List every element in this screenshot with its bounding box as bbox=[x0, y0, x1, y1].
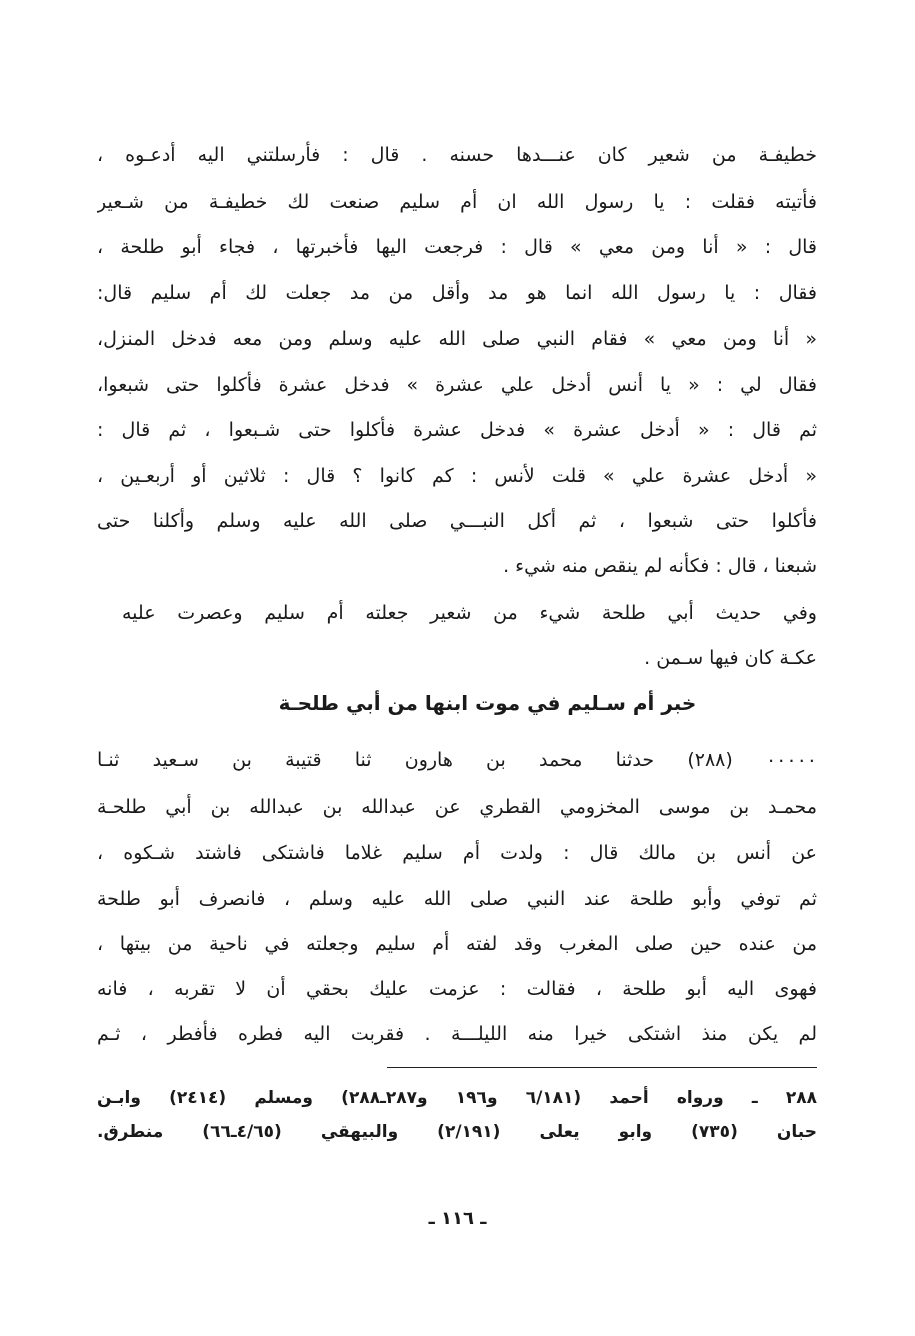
text-line: وفي حديث أبي طلحة شيء من شعير جعلته أم سليم وعصرت عليه bbox=[122, 602, 817, 624]
text-line: فقال : يا رسول الله انما هو مد وأقل من مد جعلت لك أم سليم قال: bbox=[97, 282, 817, 304]
text-line: « أدخل عشرة علي » قلت لأنس : كم كانوا ؟ قال : ثلاثين أو أربعـين ، bbox=[97, 465, 817, 487]
text-line: « أنا ومن معي » فقام النبي صلى الله عليه وسلم ومن معه فدخل المنزل، bbox=[97, 328, 817, 350]
text-line: محمـد بن موسى المخزومي القطري عن عبدالله بن عبدالله بن أبي طلحـة bbox=[97, 796, 817, 818]
text-line: عكـة كان فيها سـمن . bbox=[644, 647, 817, 669]
text-line: فأتيته فقلت : يا رسول الله ان أم سليم صنعت لك خطيفـة من شـعير bbox=[97, 191, 817, 213]
text-line: فقال لي : « يا أنس أدخل علي عشرة » فدخل عشرة فأكلوا حتى شبعوا، bbox=[97, 374, 817, 396]
footnote-divider bbox=[387, 1067, 817, 1068]
page-number: ـ ١١٦ ـ bbox=[428, 1208, 487, 1229]
text-line: ثم توفي وأبو طلحة عند النبي صلى الله عليه وسلم ، فانصرف أبو طلحة bbox=[97, 888, 817, 910]
text-line: لم يكن منذ اشتكى خيرا منه الليلـــة . فقربت اليه فطره فأفطر ، ثـم bbox=[97, 1023, 817, 1045]
footnote-line: ٢٨٨ ـ ورواه أحمد (٦/١٨١ و١٩٦ و٢٨٧ـ٢٨٨) ومسلم (٢٤١٤) وابـن bbox=[97, 1088, 817, 1108]
text-line: ثم قال : « أدخل عشرة » فدخل عشرة فأكلوا حتى شـبعوا ، ثم قال : bbox=[97, 419, 817, 441]
footnote-line: حبان (٧٣٥) وابو يعلى (٢/١٩١) والبيهقي (٤/٦٥ـ٦٦) منطرق. bbox=[97, 1122, 817, 1142]
text-line: فهوى اليه أبو طلحة ، فقالت : عزمت عليك بحقي أن لا تقربه ، فانه bbox=[97, 978, 817, 1000]
text-line: خطيفـة من شعير كان عنـــدها حسنه . قال : فأرسلتني اليه أدعـوه ، bbox=[97, 144, 817, 166]
text-line: عن أنس بن مالك قال : ولدت أم سليم غلاما فاشتكى فاشتد شـكوه ، bbox=[97, 842, 817, 864]
section-heading: خبر أم سـليم في موت ابنها من أبي طلحـة bbox=[278, 691, 697, 715]
text-line: من عنده حين صلى المغرب وقد لفته أم سليم وجعلته في ناحية من بيتها ، bbox=[97, 933, 817, 955]
text-line: فأكلوا حتى شبعوا ، ثم أكل النبـــي صلى الله عليه وسلم وأكلنا حتى bbox=[97, 510, 817, 532]
text-line: شبعنا ، قال : فكأنه لم ينقص منه شيء . bbox=[503, 555, 817, 577]
text-line: قال : « أنا ومن معي » قال : فرجعت اليها فأخبرتها ، فجاء أبو طلحة ، bbox=[97, 236, 817, 258]
text-line: ٠٠٠٠٠ (٢٨٨) حدثنا محمد بن هارون ثنا قتيبة بن سـعيد ثنـا bbox=[97, 749, 817, 771]
